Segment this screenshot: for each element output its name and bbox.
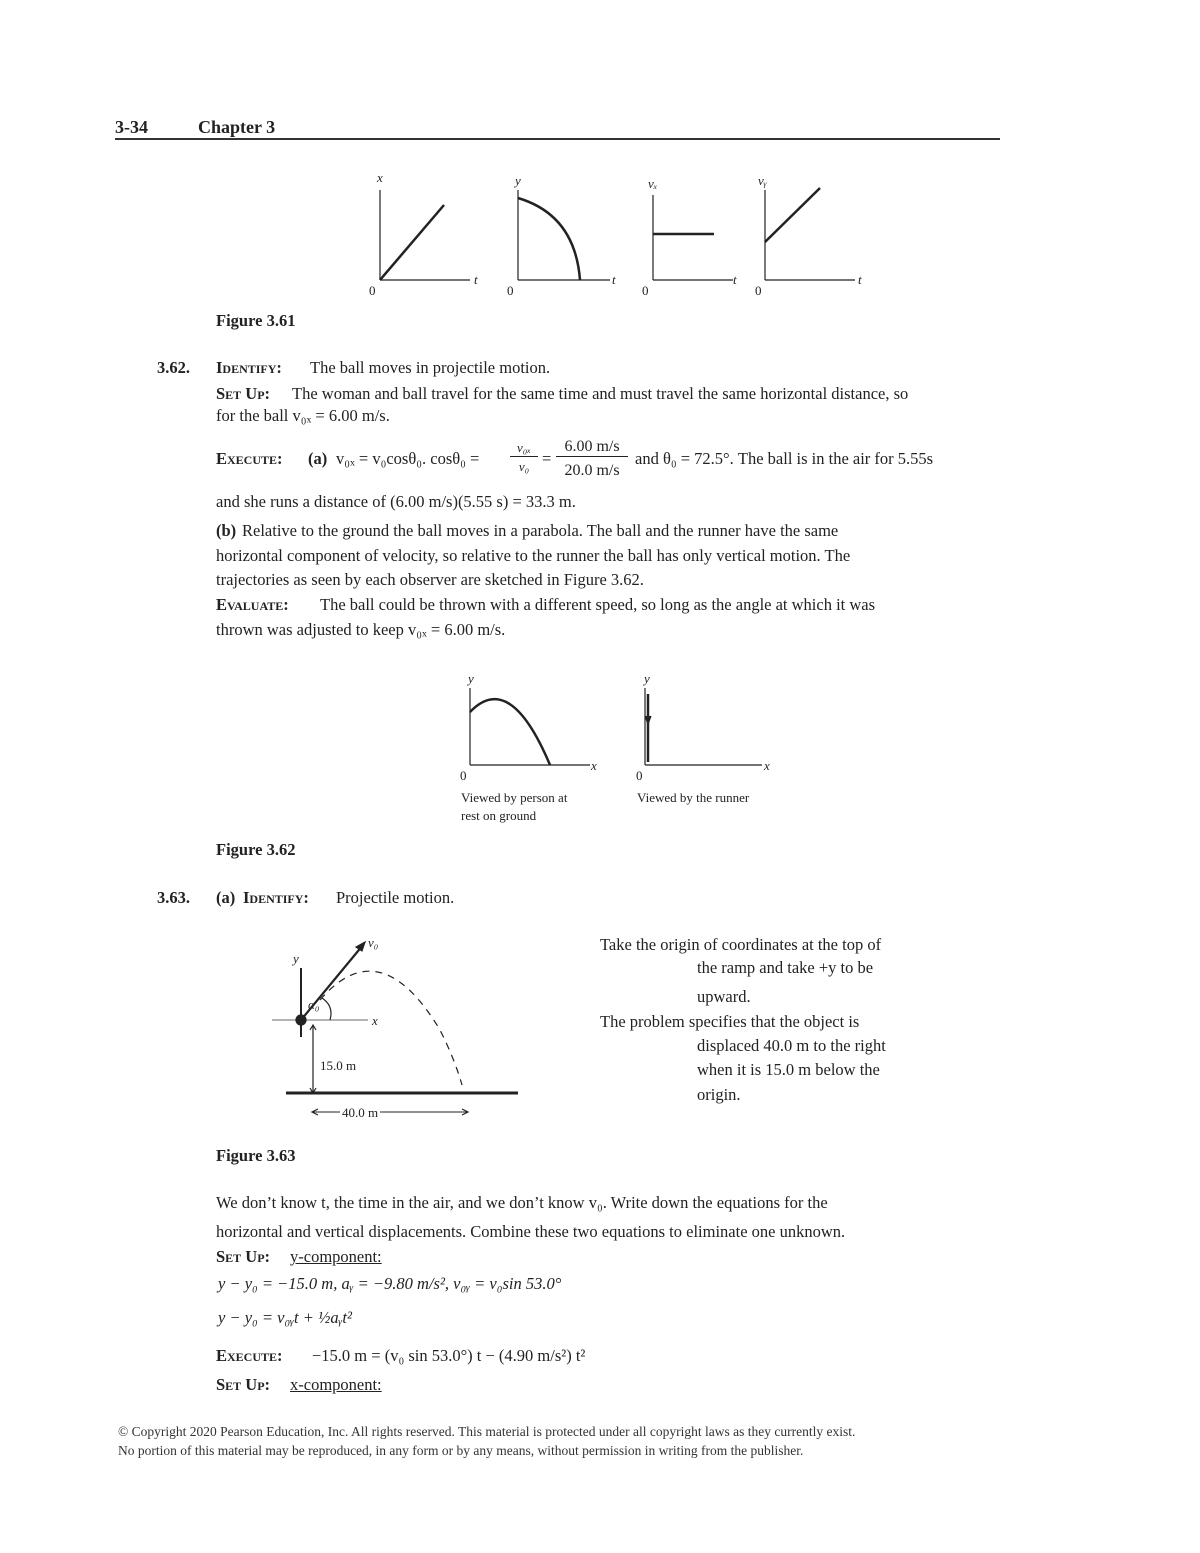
fig361-origin-label: 0 (642, 283, 649, 298)
fig363-y-label: y (293, 951, 299, 966)
execute-result: and θ₀ = 72.5°. The ball is in the air for 5.55s (635, 449, 934, 468)
fig362-ground-view (470, 688, 590, 765)
fig361-graph-y-vs-t (518, 190, 610, 280)
setup-label: Set Up: (216, 1375, 271, 1394)
fraction-numerator: 6.00 m/s (556, 438, 628, 457)
setup-text: for the ball v₀ₓ = 6.00 m/s. (216, 406, 390, 425)
side-note-line: displaced 40.0 m to the right (697, 1036, 886, 1055)
chapter-title: Chapter 3 (198, 117, 276, 137)
fig362-axis-label: y (644, 671, 650, 686)
equation: y − y₀ = −15.0 m, aᵧ = −9.80 m/s², v₀ᵧ = v₀sin 53.0° (218, 1274, 562, 1293)
figure-caption: Figure 3.62 (216, 840, 296, 859)
execute-equation: −15.0 m = (v₀ sin 53.0°) t − (4.90 m/s²) t² (312, 1346, 586, 1365)
fraction-denominator: 20.0 m/s (564, 462, 620, 479)
x-component-label: x-component: (290, 1375, 382, 1394)
execute-label: Execute: (216, 449, 283, 468)
fig361-origin-label: 0 (755, 283, 762, 298)
fig362-origin-label: 0 (460, 768, 467, 783)
setup-label: Set Up: (216, 1247, 271, 1266)
fig363-diagram (272, 942, 518, 1115)
side-note-line: the ramp and take +y to be (697, 958, 874, 977)
y-component-label: y-component: (290, 1247, 382, 1266)
side-note-line: upward. (697, 987, 751, 1006)
part-b-text: horizontal component of velocity, so relative to the runner the ball has only vertical motion. The (216, 546, 851, 565)
fig361-axis-label: t (858, 272, 862, 287)
fig361-axis-label: t (733, 272, 737, 287)
side-note-line: The problem specifies that the object is (600, 1012, 860, 1031)
paragraph-line: horizontal and vertical displacements. Combine these two equations to eliminate one unknown. (216, 1222, 846, 1241)
fig362-axis-label: y (468, 671, 474, 686)
part-label: (b) (216, 521, 237, 540)
paragraph-line: We don’t know t, the time in the air, and we don’t know v₀. Write down the equations for the (216, 1193, 828, 1212)
part-label: (a) (308, 449, 328, 468)
fig363-v0-label: v₀ (368, 935, 379, 950)
fig361-graph-vy-vs-t (765, 188, 855, 280)
fig363-distance-label: 40.0 m (342, 1105, 379, 1120)
fig361-graph-vx-vs-t (653, 195, 733, 280)
fig362-caption-left: Viewed by person at (461, 790, 568, 805)
part-label: (a) (216, 888, 236, 907)
copyright-line: © Copyright 2020 Pearson Education, Inc. All rights reserved. This material is protected under all copyright laws as they currently exist. (118, 1424, 856, 1439)
fraction-numerator: v₀ₓ (510, 440, 538, 457)
identify-label: Identify: (216, 358, 282, 377)
fig362-caption-left: rest on ground (461, 808, 537, 823)
fig362-axis-label: x (764, 758, 770, 773)
fig363-x-label: x (372, 1013, 378, 1028)
page-number: 3-34 (115, 117, 148, 137)
fig361-axis-label: vᵧ (758, 173, 767, 188)
fig363-angle-label: α₀ (308, 997, 320, 1012)
equation: y − y₀ = v₀ᵧt + ½aᵧt² (218, 1308, 352, 1327)
fig362-origin-label: 0 (636, 768, 643, 783)
fig363-height-label: 15.0 m (320, 1058, 357, 1073)
side-note-line: Take the origin of coordinates at the top of (600, 935, 882, 954)
problem-number: 3.63. (157, 888, 190, 907)
fig362-runner-view (645, 688, 762, 765)
execute-label: Execute: (216, 1346, 283, 1365)
fig361-axis-label: x (377, 170, 383, 185)
fig362-axis-label: x (591, 758, 597, 773)
fig361-axis-label: vₓ (648, 176, 658, 191)
fig361-graph-x-vs-t (380, 190, 470, 280)
execute-equation: v₀ₓ = v₀cosθ₀. cosθ₀ = (336, 449, 480, 468)
fig361-origin-label: 0 (507, 283, 514, 298)
evaluate-text: The ball could be thrown with a different speed, so long as the angle at which it was (320, 595, 876, 614)
identify-text: Projectile motion. (336, 888, 455, 907)
evaluate-text: thrown was adjusted to keep v₀ₓ = 6.00 m/s. (216, 620, 506, 639)
evaluate-label: Evaluate: (216, 595, 289, 614)
fig361-axis-label: y (515, 173, 521, 188)
fig361-axis-label: t (612, 272, 616, 287)
fig361-axis-label: t (474, 272, 478, 287)
equals-sign: = (542, 449, 552, 468)
fraction-denominator: v₀ (518, 459, 530, 474)
problem-number: 3.62. (157, 358, 190, 377)
fig362-caption-right: Viewed by the runner (637, 790, 750, 805)
identify-text: The ball moves in projectile motion. (310, 358, 551, 377)
part-b-text: Relative to the ground the ball moves in a parabola. The ball and the runner have the same (242, 521, 839, 540)
setup-text: The woman and ball travel for the same time and must travel the same horizontal distance, so (292, 384, 909, 403)
fig361-origin-label: 0 (369, 283, 376, 298)
part-b-text: trajectories as seen by each observer are sketched in Figure 3.62. (216, 570, 644, 589)
copyright-line: No portion of this material may be reproduced, in any form or by any means, without permission in writing from the publisher. (118, 1443, 804, 1458)
figure-caption: Figure 3.61 (216, 311, 296, 330)
figure-caption: Figure 3.63 (216, 1146, 296, 1165)
side-note-line: when it is 15.0 m below the (697, 1060, 880, 1079)
identify-label: Identify: (243, 888, 309, 907)
side-note-line: origin. (697, 1085, 741, 1104)
setup-label: Set Up: (216, 384, 271, 403)
execute-text: and she runs a distance of (6.00 m/s)(5.55 s) = 33.3 m. (216, 492, 576, 511)
